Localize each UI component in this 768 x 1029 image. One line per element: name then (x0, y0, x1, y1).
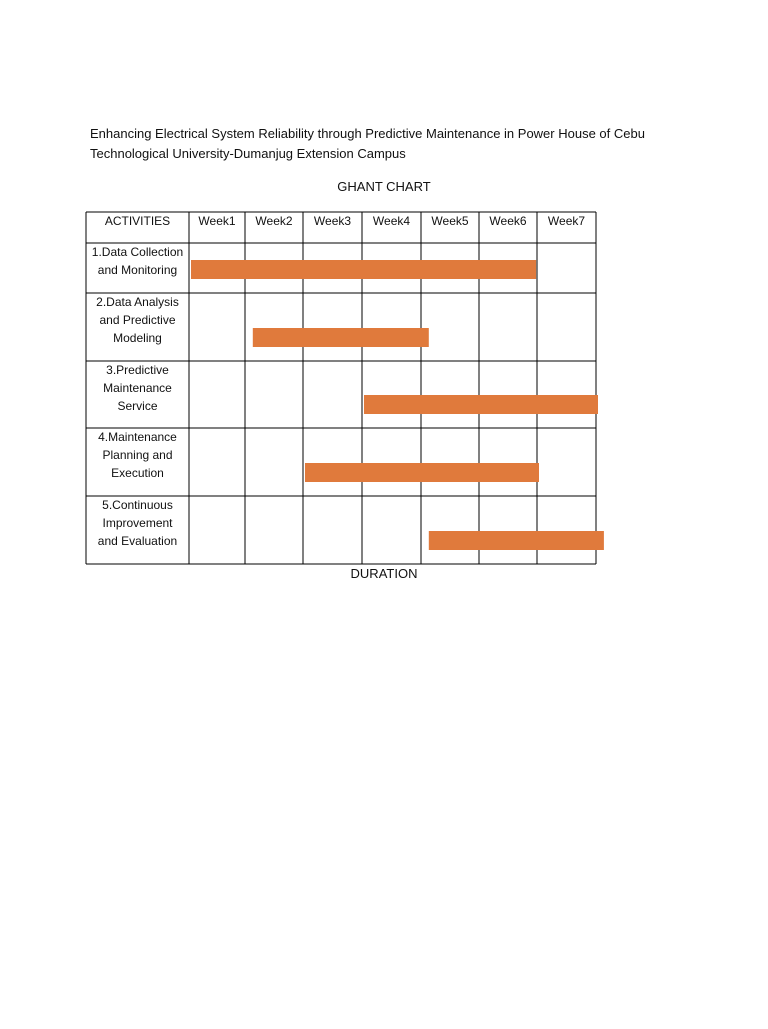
gantt-bar (253, 328, 429, 347)
activity-label: Service (117, 399, 158, 413)
activity-label: Execution (111, 466, 164, 480)
week-header: Week5 (431, 214, 469, 228)
activity-label: and Predictive (99, 313, 176, 327)
gantt-bar (364, 395, 598, 414)
activity-label: 4.Maintenance (98, 430, 177, 444)
activity-label: Planning and (102, 448, 173, 462)
chart-title: GHANT CHART (337, 179, 431, 194)
week-header: Week7 (547, 214, 586, 228)
document-title: Enhancing Electrical System Reliability through Predictive Maintenance in Power House of Cebu Technological University-Dumanjug Extension Campus (90, 126, 645, 161)
week-header: Week1 (198, 214, 236, 228)
week-header: Week3 (313, 214, 352, 228)
week-header: Week2 (255, 214, 293, 228)
activity-label: 3.Predictive (106, 363, 169, 377)
week-header: Week6 (489, 214, 527, 228)
activity-label: 5.Continuous (102, 498, 173, 512)
activity-label: and Monitoring (97, 263, 178, 277)
activity-label: Modeling (113, 331, 162, 345)
activity-label: and Evaluation (97, 534, 178, 548)
duration-label: DURATION (350, 566, 418, 581)
week-header: Week4 (372, 214, 411, 228)
activity-label: Improvement (102, 516, 173, 530)
gantt-bar (429, 531, 604, 550)
gantt-bar (305, 463, 539, 482)
gantt-bar (191, 260, 536, 279)
activities-header: ACTIVITIES (104, 214, 171, 228)
activity-label: 1.Data Collection (91, 245, 184, 259)
activity-label: Maintenance (103, 381, 172, 395)
activity-label: 2.Data Analysis (96, 295, 179, 309)
